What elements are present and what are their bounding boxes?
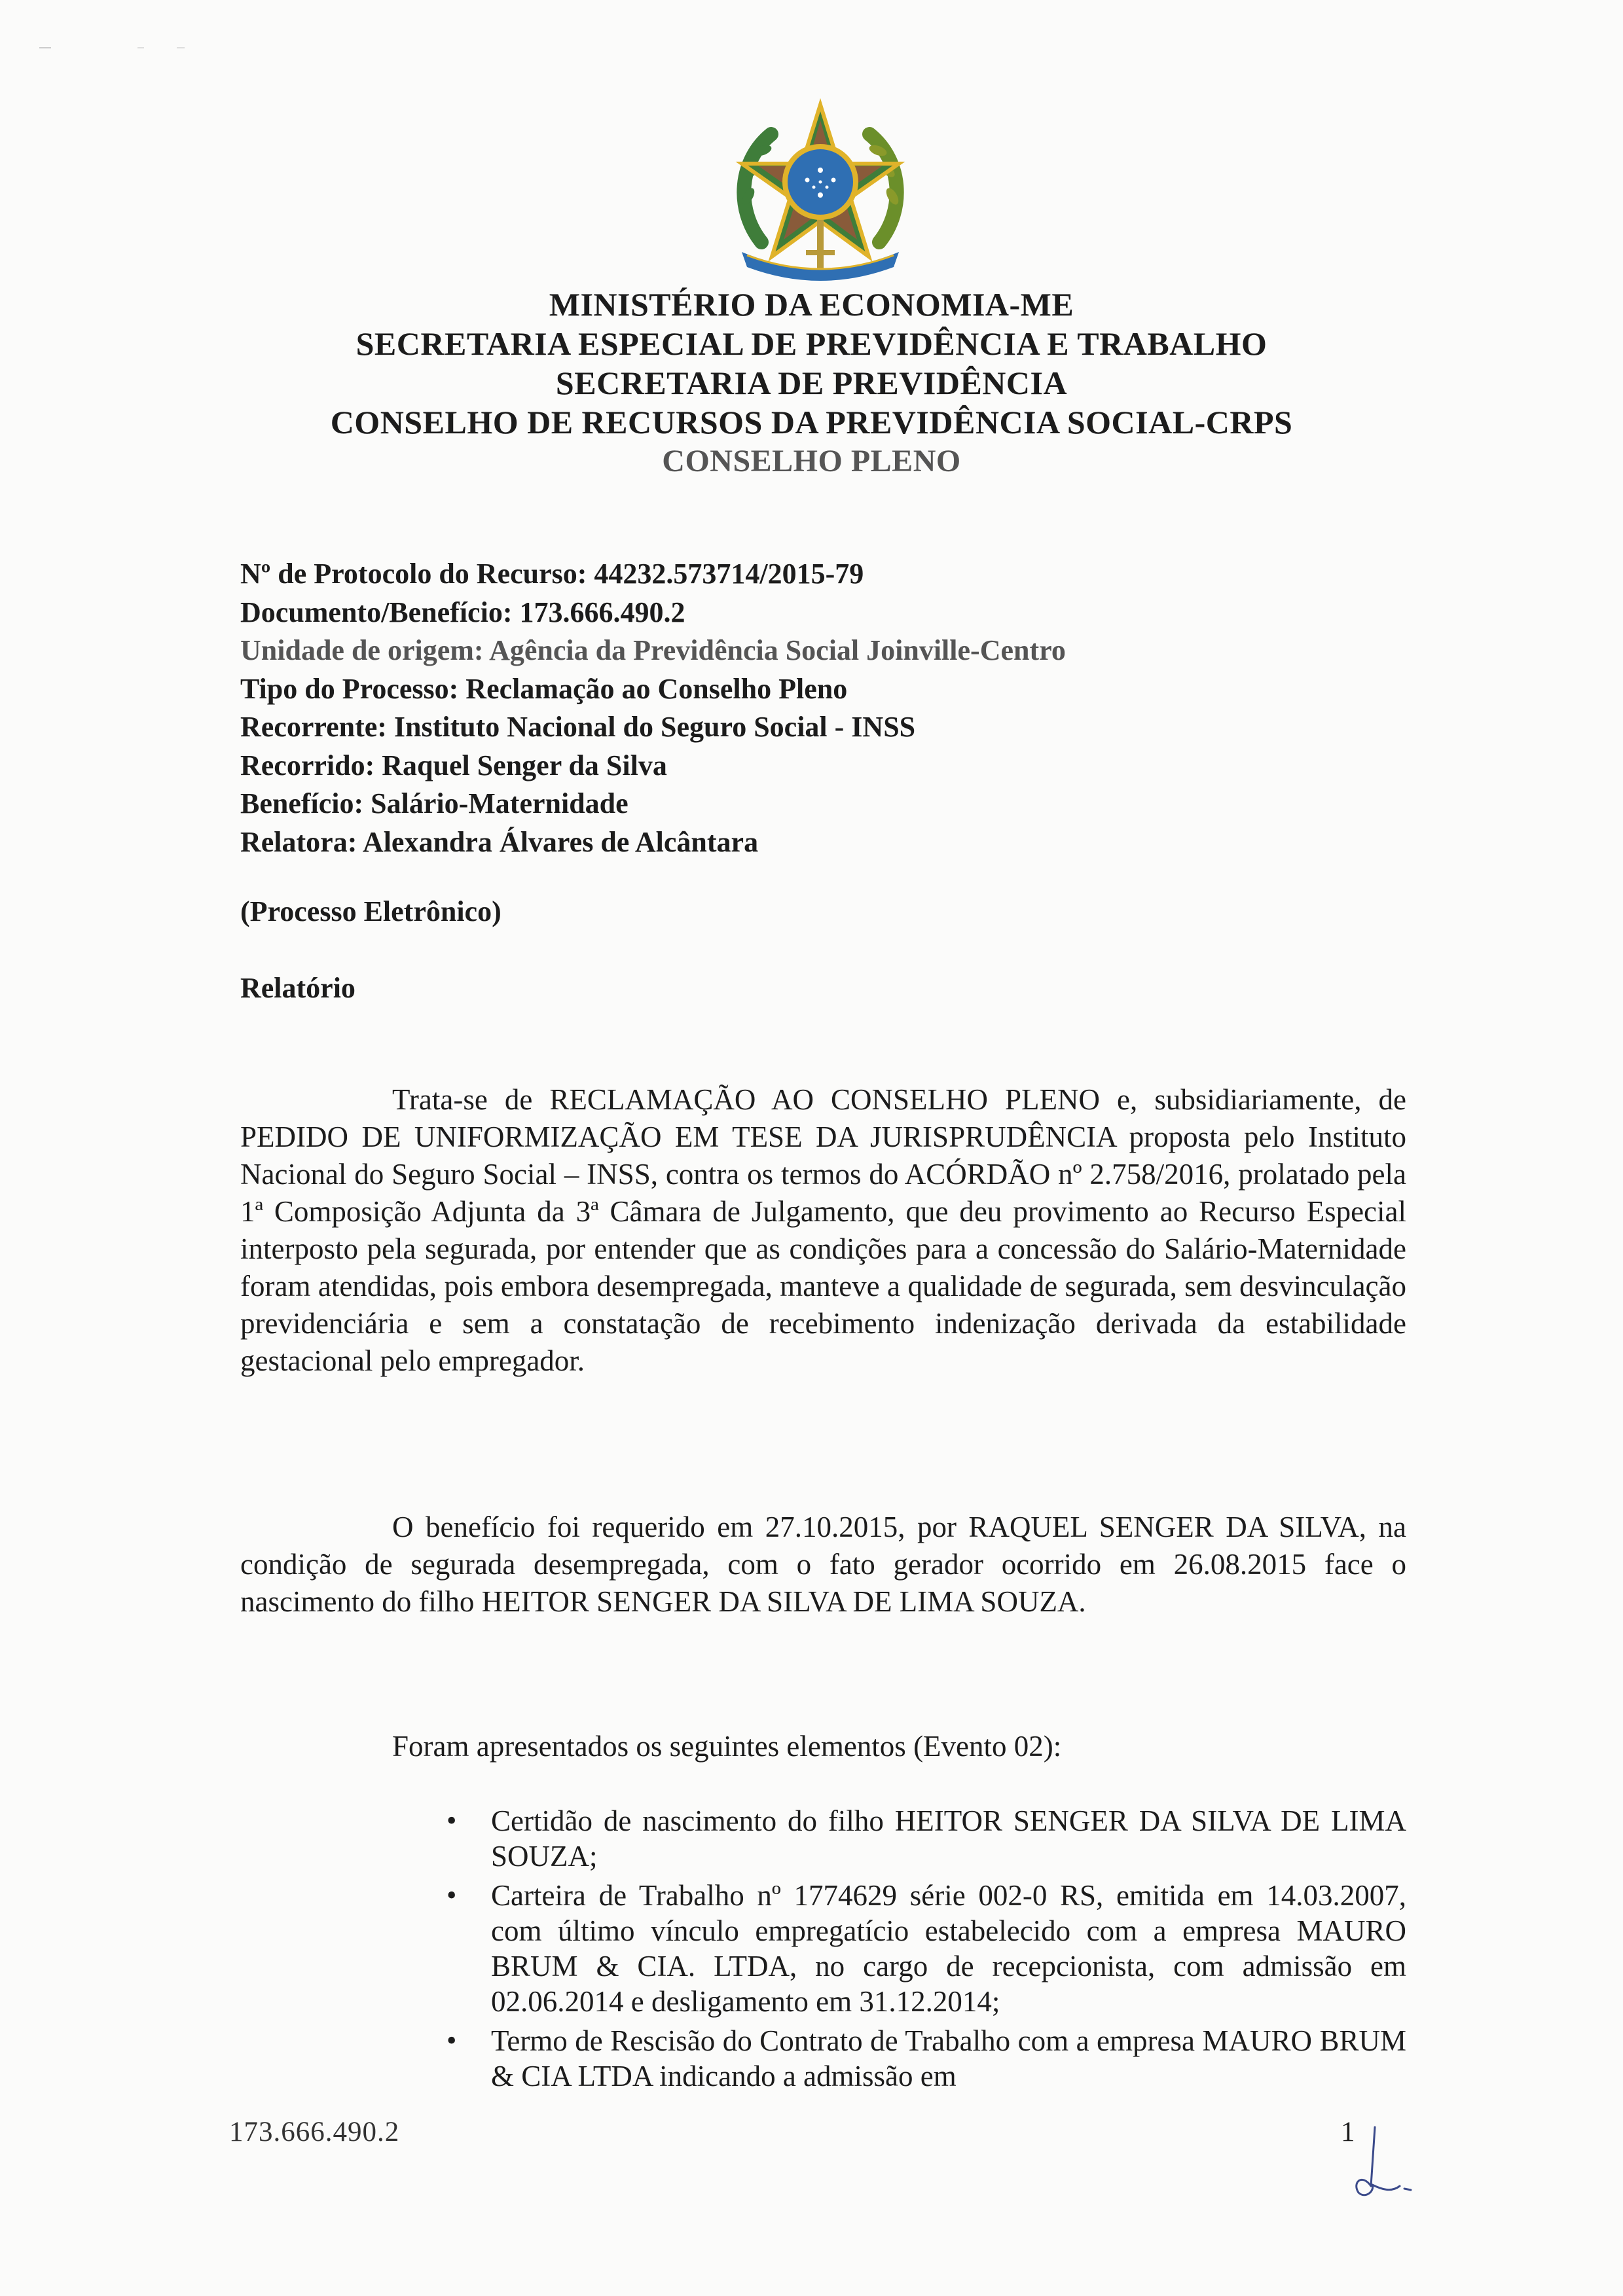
coat-of-arms-emblem — [722, 98, 919, 285]
header-ministry: MINISTÉRIO DA ECONOMIA-ME — [549, 286, 1074, 323]
list-item: • Carteira de Trabalho nº 1774629 série 002-0 RS, emitida em 14.03.2007, com último vínculo empregatício estabelecido com a empresa MAURO BRUM & CIA. LTDA, no cargo de recepcionista, com admissão em 02.06.2014 e desligamento em 31.12.2014; — [419, 1878, 1406, 2019]
relatorio-heading: Relatório — [240, 972, 356, 1004]
footer-document-number: 173.666.490.2 — [229, 2117, 400, 2147]
meta-documento: Documento/Benefício: 173.666.490.2 — [240, 596, 685, 628]
header-secretariat: SECRETARIA DE PREVIDÊNCIA — [555, 365, 1068, 401]
list-item: • Certidão de nascimento do filho HEITOR SENGER DA SILVA DE LIMA SOUZA; — [419, 1803, 1406, 1874]
meta-tipo: Tipo do Processo: Reclamação ao Conselho Pleno — [240, 672, 848, 705]
meta-relatora: Relatora: Alexandra Álvares de Alcântara — [240, 825, 759, 858]
evidence-list — [419, 1803, 1406, 2098]
handwritten-initials — [1349, 2121, 1421, 2206]
list-item: • Termo de Rescisão do Contrato de Trabalho com a empresa MAURO BRUM & CIA LTDA indicando a admissão em — [419, 2023, 1406, 2094]
document-header — [0, 285, 1623, 481]
paragraph-2: O benefício foi requerido em 27.10.2015, por RAQUEL SENGER DA SILVA, na condição de segurada desempregada, com o fato gerador ocorrido em 26.08.2015 face o nascimento do filho HEITOR SENGER DA SILVA DE LIMA SOUZA. — [240, 1511, 1406, 1618]
meta-recorrido: Recorrido: Raquel Senger da Silva — [240, 749, 667, 781]
header-council: CONSELHO DE RECURSOS DA PREVIDÊNCIA SOCIAL-CRPS — [330, 404, 1293, 440]
paragraph-1: Trata-se de RECLAMAÇÃO AO CONSELHO PLENO e, subsidiariamente, de PEDIDO DE UNIFORMIZAÇÃO EM TESE DA JURISPRUDÊNCIA proposta pelo Instituto Nacional do Seguro Social – INSS, contra os termos do ACÓRDÃO nº 2.758/2016, prolatado pela 1ª Composição Adjunta da 3ª Câmara de Julgamento, que deu provimento ao Recurso Especial interposto pela segurada, por entender que as condições para a concessão do Salário-Maternidade foram atendidas, pois embora desempregada, manteve a qualidade de segurada, sem desvinculação previdenciária e sem a constatação de recebimento indenização derivada da estabilidade gestacional pelo empregador. — [240, 1083, 1406, 1377]
paragraph-3-intro: Foram apresentados os seguintes elementos (Evento 02): — [392, 1730, 1062, 1763]
meta-recorrente: Recorrente: Instituto Nacional do Seguro Social - INSS — [240, 711, 916, 743]
page-number: 1 — [1341, 2117, 1355, 2147]
processo-label: (Processo Eletrônico) — [240, 895, 501, 927]
scan-artifact — [39, 41, 190, 43]
meta-protocolo: Nº de Protocolo do Recurso: 44232.573714/2015-79 — [240, 558, 864, 590]
meta-unidade: Unidade de origem: Agência da Previdência Social Joinville-Centro — [240, 634, 1066, 666]
header-plenary: CONSELHO PLENO — [662, 444, 961, 478]
case-metadata — [240, 555, 1419, 861]
meta-beneficio: Benefício: Salário-Maternidade — [240, 787, 629, 819]
header-special-secretariat: SECRETARIA ESPECIAL DE PREVIDÊNCIA E TRABALHO — [356, 325, 1267, 362]
